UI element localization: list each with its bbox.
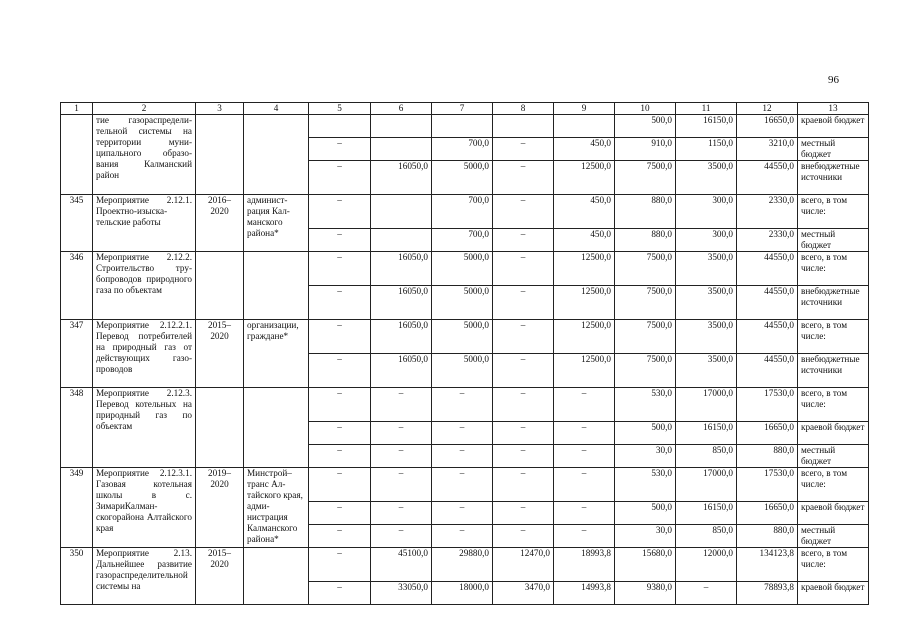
executor: администрация Калманского района* (244, 195, 309, 252)
amount-cell: 530,0 (615, 468, 676, 502)
amount-cell: 14993,8 (554, 582, 615, 605)
period (196, 388, 244, 468)
measure-name: Мероприятие 2.12.3.1. Газовая котельная школы в с. ЗимариКалманскогорайона Алтайского края (93, 468, 196, 548)
amount-cell: 3500,0 (676, 354, 737, 388)
row-number: 346 (61, 252, 93, 320)
empty-dash: – (493, 502, 554, 525)
empty-dash: – (493, 195, 554, 229)
amount-cell: 16650,0 (737, 502, 798, 525)
empty-dash: – (309, 582, 371, 605)
period: 2015–2020 (196, 548, 244, 605)
amount-cell: 17530,0 (737, 468, 798, 502)
amount-cell: 16050,0 (371, 252, 432, 286)
empty-dash: – (432, 468, 493, 502)
period: 2019–2020 (196, 468, 244, 548)
amount-cell: 880,0 (615, 195, 676, 229)
empty-dash: – (554, 525, 615, 548)
amount-cell: 12470,0 (493, 548, 554, 582)
measure-name: Мероприятие 2.12.3. Перевод котельных на природный газ по объектам (93, 388, 196, 468)
amount-cell: 7500,0 (615, 286, 676, 320)
measure-name: Мероприятие 2.12.2.1. Перевод потребителей на природный газ от действующих газопроводов (93, 320, 196, 388)
amount-cell: 134123,8 (737, 548, 798, 582)
empty-dash: – (309, 354, 371, 388)
row-number: 345 (61, 195, 93, 252)
empty-dash: – (309, 502, 371, 525)
empty-dash: – (432, 422, 493, 445)
column-header: 1 (61, 103, 93, 115)
amount-cell: 3470,0 (493, 582, 554, 605)
table-row (61, 388, 869, 422)
amount-cell: 44550,0 (737, 161, 798, 195)
empty-dash: – (493, 354, 554, 388)
table-body (61, 115, 869, 605)
amount-cell: 15680,0 (615, 548, 676, 582)
column-header: 13 (798, 103, 869, 115)
amount-cell: 16150,0 (676, 422, 737, 445)
empty-dash: – (371, 502, 432, 525)
empty-dash: – (309, 388, 371, 422)
amount-cell: 2330,0 (737, 195, 798, 229)
amount-cell: 7500,0 (615, 354, 676, 388)
column-header: 7 (432, 103, 493, 115)
funding-source: краевой бюджет (798, 115, 869, 138)
amount-cell (309, 115, 371, 138)
amount-cell: 30,0 (615, 525, 676, 548)
table-row (61, 320, 869, 354)
empty-dash: – (309, 161, 371, 195)
amount-cell: 78893,8 (737, 582, 798, 605)
amount-cell: 12500,0 (554, 161, 615, 195)
empty-dash: – (493, 320, 554, 354)
amount-cell: 16650,0 (737, 115, 798, 138)
funding-source: внебюджетные источники (798, 354, 869, 388)
budget-table (60, 102, 869, 605)
amount-cell: 16050,0 (371, 320, 432, 354)
table-row (61, 195, 869, 229)
amount-cell (432, 115, 493, 138)
amount-cell: 3500,0 (676, 320, 737, 354)
amount-cell: 12500,0 (554, 286, 615, 320)
amount-cell: 5000,0 (432, 252, 493, 286)
empty-dash: – (493, 252, 554, 286)
empty-dash: – (493, 422, 554, 445)
amount-cell: 9380,0 (615, 582, 676, 605)
column-header: 6 (371, 103, 432, 115)
table-row (61, 548, 869, 582)
empty-dash: – (309, 229, 371, 252)
amount-cell: 17000,0 (676, 468, 737, 502)
amount-cell: 3500,0 (676, 161, 737, 195)
empty-dash: – (309, 138, 371, 161)
table-row (61, 115, 869, 138)
empty-dash: – (554, 388, 615, 422)
amount-cell: 29880,0 (432, 548, 493, 582)
amount-cell: 44550,0 (737, 286, 798, 320)
funding-source: местный бюджет (798, 229, 869, 252)
executor: Минстрой–транс Алтайского края, администрация Калманского района* (244, 468, 309, 548)
executor (244, 388, 309, 468)
empty-dash: – (554, 445, 615, 468)
column-header: 9 (554, 103, 615, 115)
amount-cell: 44550,0 (737, 252, 798, 286)
period (196, 115, 244, 195)
empty-dash: – (309, 286, 371, 320)
table-row (61, 468, 869, 502)
column-header: 4 (244, 103, 309, 115)
empty-dash: – (371, 388, 432, 422)
executor (244, 252, 309, 320)
empty-dash: – (309, 445, 371, 468)
empty-dash: – (493, 388, 554, 422)
amount-cell: 44550,0 (737, 320, 798, 354)
empty-dash: – (432, 525, 493, 548)
empty-dash: – (676, 582, 737, 605)
measure-name: Мероприятие 2.12.1. Проектно-изыскательские работы (93, 195, 196, 252)
amount-cell (371, 195, 432, 229)
empty-dash: – (371, 422, 432, 445)
amount-cell: 16650,0 (737, 422, 798, 445)
amount-cell: 16150,0 (676, 115, 737, 138)
amount-cell: 850,0 (676, 445, 737, 468)
amount-cell: 17530,0 (737, 388, 798, 422)
amount-cell: 500,0 (615, 422, 676, 445)
amount-cell: 3500,0 (676, 252, 737, 286)
period: 2015–2020 (196, 320, 244, 388)
row-number: 349 (61, 468, 93, 548)
amount-cell: 880,0 (615, 229, 676, 252)
amount-cell: 16050,0 (371, 286, 432, 320)
amount-cell: 3500,0 (676, 286, 737, 320)
amount-cell (493, 115, 554, 138)
column-header: 12 (737, 103, 798, 115)
amount-cell: 850,0 (676, 525, 737, 548)
amount-cell: 17000,0 (676, 388, 737, 422)
funding-source: местный бюджет (798, 138, 869, 161)
amount-cell: 5000,0 (432, 354, 493, 388)
amount-cell (371, 229, 432, 252)
amount-cell: 12500,0 (554, 354, 615, 388)
amount-cell: 30,0 (615, 445, 676, 468)
funding-source: краевой бюджет (798, 422, 869, 445)
executor: организации, граждане* (244, 320, 309, 388)
funding-source: краевой бюджет (798, 502, 869, 525)
empty-dash: – (371, 468, 432, 502)
funding-source: всего, в том числе: (798, 195, 869, 229)
amount-cell: 12500,0 (554, 320, 615, 354)
amount-cell: 700,0 (432, 195, 493, 229)
row-number: 350 (61, 548, 93, 605)
empty-dash: – (432, 502, 493, 525)
amount-cell: 5000,0 (432, 286, 493, 320)
empty-dash: – (309, 195, 371, 229)
empty-dash: – (554, 422, 615, 445)
empty-dash: – (309, 320, 371, 354)
amount-cell: 18993,8 (554, 548, 615, 582)
amount-cell: 44550,0 (737, 354, 798, 388)
amount-cell: 33050,0 (371, 582, 432, 605)
column-header: 8 (493, 103, 554, 115)
amount-cell (371, 138, 432, 161)
header-row (61, 103, 869, 115)
funding-source: всего, в том числе: (798, 548, 869, 582)
empty-dash: – (371, 445, 432, 468)
empty-dash: – (432, 388, 493, 422)
empty-dash: – (309, 252, 371, 286)
amount-cell (554, 115, 615, 138)
amount-cell: 5000,0 (432, 320, 493, 354)
empty-dash: – (493, 525, 554, 548)
page-number: 96 (828, 74, 839, 86)
empty-dash: – (493, 161, 554, 195)
table-row (61, 252, 869, 286)
amount-cell: 300,0 (676, 229, 737, 252)
empty-dash: – (309, 525, 371, 548)
amount-cell: 1150,0 (676, 138, 737, 161)
empty-dash: – (493, 468, 554, 502)
amount-cell: 45100,0 (371, 548, 432, 582)
empty-dash: – (493, 138, 554, 161)
period: 2016–2020 (196, 195, 244, 252)
amount-cell: 7500,0 (615, 161, 676, 195)
funding-source: местный бюджет (798, 525, 869, 548)
funding-source: внебюджетные источники (798, 286, 869, 320)
column-header: 11 (676, 103, 737, 115)
amount-cell: 12500,0 (554, 252, 615, 286)
empty-dash: – (493, 445, 554, 468)
amount-cell: 18000,0 (432, 582, 493, 605)
amount-cell: 7500,0 (615, 320, 676, 354)
column-header: 5 (309, 103, 371, 115)
empty-dash: – (309, 468, 371, 502)
funding-source: всего, в том числе: (798, 388, 869, 422)
empty-dash: – (493, 286, 554, 320)
amount-cell: 700,0 (432, 138, 493, 161)
measure-name: Мероприятие 2.12.2. Строительство трубопроводов природного газа по объектам (93, 252, 196, 320)
amount-cell: 450,0 (554, 229, 615, 252)
measure-name: Мероприятие 2.13. Дальнейшее развитие газораспределительной системы на (93, 548, 196, 605)
empty-dash: – (493, 229, 554, 252)
period (196, 252, 244, 320)
amount-cell: 880,0 (737, 445, 798, 468)
executor (244, 548, 309, 605)
funding-source: всего, в том числе: (798, 320, 869, 354)
executor (244, 115, 309, 195)
row-number: 348 (61, 388, 93, 468)
empty-dash: – (309, 422, 371, 445)
row-number (61, 115, 93, 195)
amount-cell: 500,0 (615, 115, 676, 138)
empty-dash: – (309, 548, 371, 582)
funding-source: всего, в том числе: (798, 468, 869, 502)
amount-cell: 450,0 (554, 195, 615, 229)
funding-source: краевой бюджет (798, 582, 869, 605)
amount-cell: 500,0 (615, 502, 676, 525)
amount-cell: 16050,0 (371, 161, 432, 195)
amount-cell: 450,0 (554, 138, 615, 161)
row-number: 347 (61, 320, 93, 388)
empty-dash: – (432, 445, 493, 468)
column-header: 2 (93, 103, 196, 115)
amount-cell: 910,0 (615, 138, 676, 161)
amount-cell: 16150,0 (676, 502, 737, 525)
amount-cell: 3210,0 (737, 138, 798, 161)
amount-cell: 2330,0 (737, 229, 798, 252)
amount-cell: 12000,0 (676, 548, 737, 582)
amount-cell: 7500,0 (615, 252, 676, 286)
funding-source: внебюджетные источники (798, 161, 869, 195)
column-header: 3 (196, 103, 244, 115)
amount-cell: 300,0 (676, 195, 737, 229)
amount-cell (371, 115, 432, 138)
funding-source: всего, в том числе: (798, 252, 869, 286)
empty-dash: – (554, 502, 615, 525)
amount-cell: 5000,0 (432, 161, 493, 195)
measure-name: тие газораспределительной системы на территории муниципального образования Калманский район (93, 115, 196, 195)
column-header: 10 (615, 103, 676, 115)
amount-cell: 530,0 (615, 388, 676, 422)
empty-dash: – (371, 525, 432, 548)
amount-cell: 16050,0 (371, 354, 432, 388)
amount-cell: 880,0 (737, 525, 798, 548)
empty-dash: – (554, 468, 615, 502)
funding-source: местный бюджет (798, 445, 869, 468)
amount-cell: 700,0 (432, 229, 493, 252)
